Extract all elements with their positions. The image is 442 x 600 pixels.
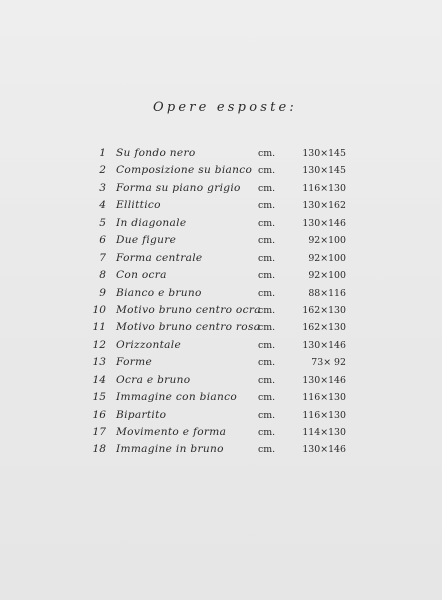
work-number: 18: [92, 443, 106, 456]
work-title: Su fondo nero: [116, 147, 196, 159]
work-title: Immagine in bruno: [116, 443, 224, 456]
dimension-unit: cm.: [258, 270, 276, 282]
dimension-size: 130×145: [302, 148, 346, 159]
work-dimensions: [258, 389, 352, 406]
work-dimensions: [258, 354, 352, 371]
list-item: [0, 232, 442, 249]
list-item: [0, 145, 442, 162]
list-item: [0, 424, 442, 441]
work-number: 9: [99, 286, 106, 299]
list-item: [0, 354, 442, 371]
dimension-unit: cm.: [258, 357, 276, 369]
dimension-unit: cm.: [258, 200, 276, 212]
work-number: 15: [92, 391, 106, 404]
work-number: 13: [92, 356, 106, 369]
work-number: 6: [99, 234, 106, 247]
work-number: 16: [92, 408, 106, 421]
work-title: Ocra e bruno: [116, 373, 191, 386]
work-title: Forme: [116, 356, 153, 369]
work-number: 8: [99, 269, 106, 282]
work-number: 2: [99, 164, 106, 177]
list-item: [0, 372, 442, 389]
dimension-unit: cm.: [258, 287, 276, 299]
dimension-unit: cm.: [258, 374, 276, 386]
dimension-unit: cm.: [258, 392, 276, 404]
list-item: [0, 215, 442, 232]
dimension-size: 92×100: [308, 270, 346, 282]
list-item: [0, 389, 442, 406]
dimension-unit: cm.: [258, 322, 276, 334]
dimension-unit: cm.: [258, 148, 276, 159]
work-title: Composizione su bianco: [116, 164, 253, 177]
work-dimensions: [258, 337, 352, 354]
work-title: Ellittico: [116, 199, 161, 212]
dimension-unit: cm.: [258, 409, 276, 421]
work-title: Forma centrale: [116, 251, 203, 264]
list-item: [0, 337, 442, 354]
list-item: [0, 441, 442, 458]
work-dimensions: [258, 197, 352, 214]
work-number: 4: [99, 199, 106, 212]
dimension-unit: cm.: [258, 217, 276, 229]
dimension-size: 130×162: [302, 200, 346, 212]
list-item: [0, 180, 442, 197]
work-dimensions: [258, 319, 352, 336]
dimension-size: 116×130: [302, 182, 346, 194]
work-number: 11: [92, 321, 106, 334]
work-number: 3: [99, 181, 106, 194]
list-item: [0, 250, 442, 267]
work-number: 7: [99, 251, 106, 264]
work-number: 14: [92, 373, 106, 386]
dimension-size: 162×130: [302, 322, 346, 334]
dimension-unit: cm.: [258, 182, 276, 194]
work-dimensions: [258, 267, 352, 284]
work-title: Bianco e bruno: [116, 286, 202, 299]
dimension-size: 114×130: [302, 427, 346, 438]
work-number: 17: [92, 426, 106, 438]
dimension-size: 116×130: [302, 392, 346, 404]
work-number: 1: [99, 147, 106, 159]
work-dimensions: [258, 180, 352, 197]
dimension-unit: cm.: [258, 304, 276, 316]
list-item: [0, 319, 442, 336]
dimension-size: 116×130: [302, 409, 346, 421]
work-title: Movimento e forma: [116, 426, 227, 438]
dimension-unit: cm.: [258, 252, 276, 264]
work-dimensions: [258, 250, 352, 267]
work-dimensions: [258, 162, 352, 179]
dimension-size: 92×100: [308, 235, 346, 247]
dimension-size: 73× 92: [311, 357, 346, 369]
dimension-size: 130×146: [302, 374, 346, 386]
work-dimensions: [258, 372, 352, 389]
work-title: Forma su piano grigio: [116, 181, 241, 194]
dimension-unit: cm.: [258, 235, 276, 247]
work-title: Con ocra: [116, 269, 167, 282]
work-title: Immagine con bianco: [116, 391, 238, 404]
work-dimensions: [258, 424, 352, 441]
list-item: [0, 197, 442, 214]
work-dimensions: [258, 407, 352, 424]
dimension-unit: cm.: [258, 427, 276, 438]
work-title: Motivo bruno centro ocra: [116, 303, 261, 316]
work-dimensions: [258, 215, 352, 232]
dimension-size: 130×146: [302, 444, 346, 456]
list-item: [0, 267, 442, 284]
work-title: Orizzontale: [116, 338, 182, 351]
dimension-size: 130×146: [302, 217, 346, 229]
dimension-unit: cm.: [258, 444, 276, 456]
work-title: Motivo bruno centro rosa: [116, 321, 261, 334]
work-dimensions: [258, 232, 352, 249]
dimension-size: 88×116: [308, 287, 346, 299]
list-item: [0, 162, 442, 179]
work-title: Due figure: [116, 234, 177, 247]
dimension-size: 92×100: [308, 252, 346, 264]
list-item: [0, 407, 442, 424]
dimension-size: 162×130: [302, 304, 346, 316]
work-dimensions: [258, 441, 352, 458]
work-dimensions: [258, 285, 352, 302]
work-dimensions: [258, 302, 352, 319]
works-list: [0, 145, 442, 459]
dimension-unit: cm.: [258, 165, 276, 177]
dimension-size: 130×145: [302, 165, 346, 177]
work-dimensions: [258, 145, 352, 162]
list-item: [0, 302, 442, 319]
work-number: 12: [92, 338, 106, 351]
dimension-unit: cm.: [258, 339, 276, 351]
page-title: Opere esposte:: [153, 100, 297, 115]
work-number: 5: [99, 216, 106, 229]
list-item: [0, 285, 442, 302]
work-number: 10: [92, 303, 106, 316]
dimension-size: 130×146: [302, 339, 346, 351]
work-title: In diagonale: [116, 216, 187, 229]
work-title: Bipartito: [116, 408, 167, 421]
